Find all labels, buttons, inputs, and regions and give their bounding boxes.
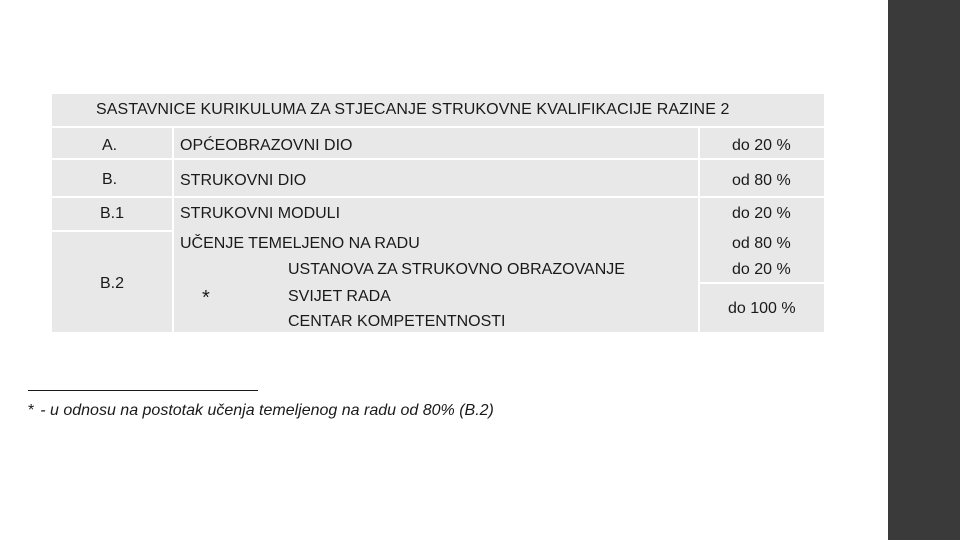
row-share: do 20 % [732, 137, 791, 154]
b2-combined-share: do 100 % [728, 300, 796, 317]
row-code: A. [102, 137, 118, 154]
b2-sub-item: USTANOVA ZA STRUKOVNO OBRAZOVANJE [288, 261, 625, 278]
footnote-text: - u odnosu na postotak učenja temeljenog na radu od 80% (B.2) [40, 402, 494, 419]
b2-sub-item: SVIJET RADA [288, 288, 391, 305]
b2-label: UČENJE TEMELJENO NA RADU [180, 235, 420, 252]
row-share: do 20 % [732, 205, 791, 222]
row-code: B.1 [100, 205, 125, 222]
footnote-mark: * [28, 402, 35, 419]
row-code: B. [102, 171, 118, 188]
footnote [28, 402, 494, 420]
row-code: B.2 [100, 275, 125, 292]
row-label: STRUKOVNI MODULI [180, 205, 341, 222]
b2-sub-item: CENTAR KOMPETENTNOSTI [288, 313, 506, 330]
asterisk-mark: * [202, 287, 210, 309]
side-bar [888, 0, 960, 540]
curriculum-table [52, 94, 824, 332]
footnote-divider [28, 390, 258, 391]
row-share: od 80 % [732, 172, 791, 189]
table-title: SASTAVNICE KURIKULUMA ZA STJECANJE STRUKOVNE KVALIFIKACIJE RAZINE 2 [96, 101, 730, 118]
b2-share: od 80 % [732, 235, 791, 252]
row-label: STRUKOVNI DIO [180, 172, 307, 189]
b2-sub-share: do 20 % [732, 261, 791, 278]
row-label: OPĆEOBRAZOVNI DIO [180, 137, 353, 154]
